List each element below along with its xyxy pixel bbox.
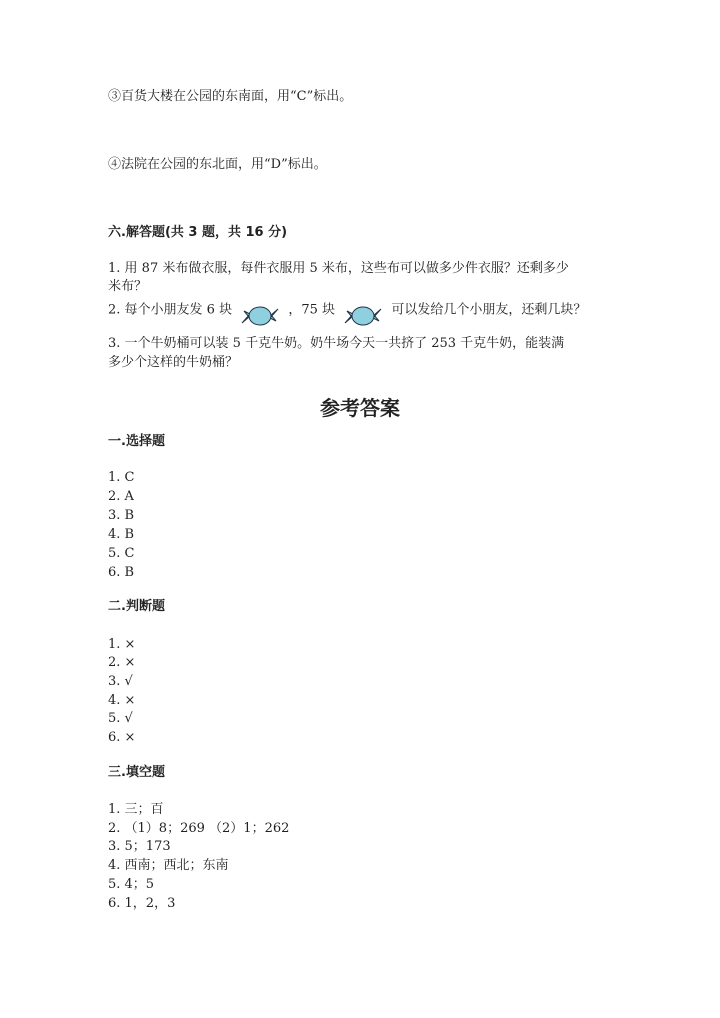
answer-heading-judge: 二.判断题 <box>108 599 165 614</box>
answer-title: 参考答案 <box>320 396 400 420</box>
answer-item: 5. 4；5 <box>108 877 155 892</box>
question-2-part2: ，75 块 <box>288 302 336 318</box>
answer-heading-fill: 三.填空题 <box>108 765 165 780</box>
answer-heading-choice: 一.选择题 <box>108 434 165 449</box>
answer-item: 3. √ <box>108 674 133 689</box>
answer-item: 2. × <box>108 655 136 670</box>
answer-item: 5. √ <box>108 711 133 726</box>
map-task-c: ③百货大楼在公园的东南面，用“C”标出。 <box>108 89 353 104</box>
question-3-line1: 3. 一个牛奶桶可以装 5 千克牛奶。奶牛场今天一共挤了 253 千克牛奶，能装满 <box>108 336 565 351</box>
candy-icon <box>343 303 383 329</box>
candy-icon <box>240 303 280 329</box>
question-2-part3: 可以发给几个小朋友，还剩几块？ <box>391 302 587 318</box>
question-2 <box>108 297 586 323</box>
question-3-line2: 多少个这样的牛奶桶？ <box>108 355 239 370</box>
answer-item: 4. × <box>108 693 136 708</box>
answer-item: 4. B <box>108 527 135 542</box>
answer-item: 1. C <box>108 470 135 485</box>
answer-item: 4. 西南；西北；东南 <box>108 858 229 873</box>
section-heading: 六.解答题(共 3 题，共 16 分) <box>108 225 288 240</box>
question-1-line1: 1. 用 87 米布做衣服，每件衣服用 5 米布，这些布可以做多少件衣服？还剩多少 <box>108 261 569 276</box>
map-task-d: ④法院在公园的东北面，用“D”标出。 <box>108 157 327 172</box>
answer-item: 6. B <box>108 565 135 580</box>
answer-item: 6. 1，2，3 <box>108 896 176 911</box>
answer-item: 2. A <box>108 489 134 504</box>
question-1-line2: 米布？ <box>108 279 148 294</box>
answer-item: 2. （1）8；269 （2）1；262 <box>108 821 290 836</box>
answer-item: 3. 5；173 <box>108 839 171 854</box>
question-2-part1: 2. 每个小朋友发 6 块 <box>108 302 233 318</box>
answer-item: 6. × <box>108 730 136 745</box>
answer-item: 1. 三；百 <box>108 802 164 817</box>
answer-item: 1. × <box>108 637 136 652</box>
answer-item: 3. B <box>108 508 135 523</box>
answer-item: 5. C <box>108 546 135 561</box>
